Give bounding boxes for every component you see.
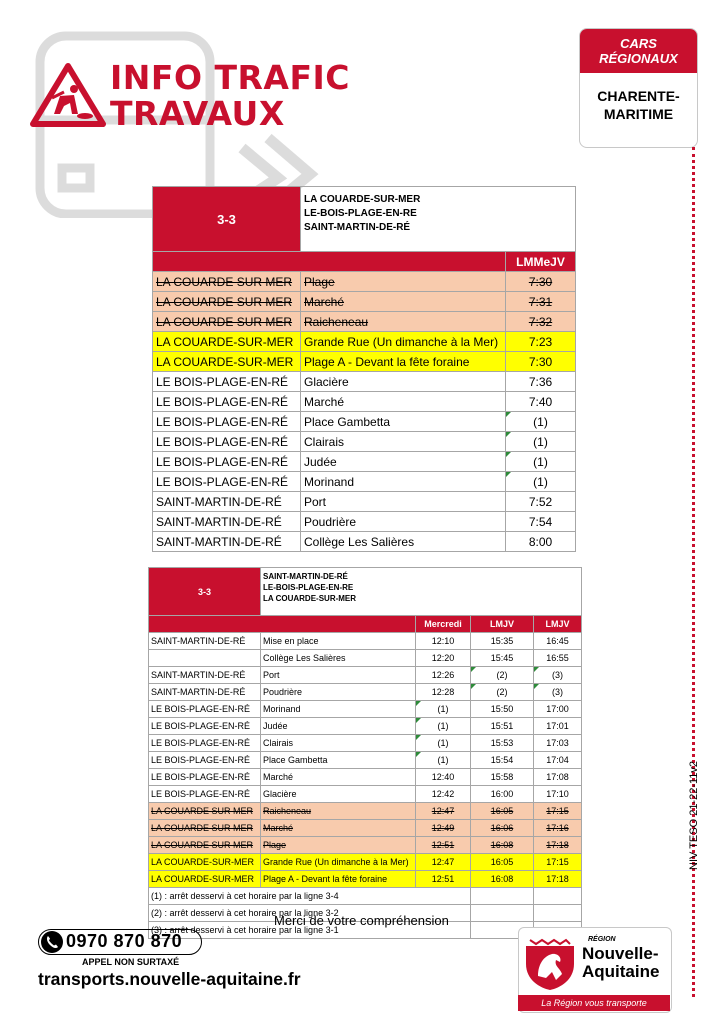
town-cell: LA COUARDE SUR MER bbox=[153, 312, 301, 332]
town-cell: LA COUARDE SUR MER bbox=[149, 837, 261, 854]
town-cell: LE BOIS-PLAGE-EN-RÉ bbox=[153, 372, 301, 392]
town-cell: SAINT-MARTIN-DE-RÉ bbox=[153, 512, 301, 532]
time-cell: (3) bbox=[534, 684, 582, 701]
time-cell: 15:51 bbox=[471, 718, 534, 735]
thanks-message: Merci de votre compréhension bbox=[274, 913, 449, 928]
town-cell: LE BOIS-PLAGE-EN-RÉ bbox=[153, 412, 301, 432]
title-info-trafic: INFO TRAFIC bbox=[110, 58, 350, 97]
time-cell: 16:55 bbox=[534, 650, 582, 667]
stop-cell: Place Gambetta bbox=[301, 412, 506, 432]
header-spacer bbox=[149, 616, 416, 633]
table-row bbox=[149, 718, 582, 735]
timetable-return bbox=[148, 567, 582, 939]
table-row bbox=[153, 272, 576, 292]
table-row bbox=[153, 492, 576, 512]
table-row bbox=[149, 684, 582, 701]
stop-cell: Marché bbox=[301, 292, 506, 312]
table-row bbox=[149, 837, 582, 854]
table-row bbox=[153, 452, 576, 472]
time-cell: 7:31 bbox=[506, 292, 576, 312]
stop-cell: Raicheneau bbox=[301, 312, 506, 332]
table-row bbox=[153, 312, 576, 332]
stop-cell: Mise en place bbox=[261, 633, 416, 650]
time-cell: 7:54 bbox=[506, 512, 576, 532]
table-row bbox=[153, 332, 576, 352]
table-row bbox=[149, 769, 582, 786]
table-row bbox=[153, 372, 576, 392]
time-cell: 15:58 bbox=[471, 769, 534, 786]
town-cell: LE BOIS-PLAGE-EN-RÉ bbox=[149, 786, 261, 803]
roadworks-warning-icon bbox=[30, 62, 106, 128]
stop-cell: Raicheneau bbox=[261, 803, 416, 820]
stop-cell: Port bbox=[301, 492, 506, 512]
time-cell: 17:18 bbox=[534, 871, 582, 888]
stop-cell: Morinand bbox=[301, 472, 506, 492]
time-cell: 16:00 bbox=[471, 786, 534, 803]
town-cell: SAINT-MARTIN-DE-RÉ bbox=[153, 492, 301, 512]
town-cell: SAINT-MARTIN-DE-RÉ bbox=[149, 667, 261, 684]
stop-cell: Morinand bbox=[261, 701, 416, 718]
title-travaux: TRAVAUX bbox=[110, 94, 285, 133]
region-name-line: Nouvelle- bbox=[582, 944, 659, 963]
footnote-row bbox=[149, 888, 582, 905]
stop-cell: Clairais bbox=[301, 432, 506, 452]
region-name bbox=[582, 945, 659, 981]
destination: LA COUARDE-SUR-MER bbox=[263, 594, 357, 603]
stop-cell: Plage A - Devant la fête foraine bbox=[261, 871, 416, 888]
line-number: 3-3 bbox=[149, 568, 261, 616]
empty-cell bbox=[471, 905, 534, 922]
destination: SAINT-MARTIN-DE-RÉ bbox=[263, 572, 348, 581]
stop-cell: Collège Les Salières bbox=[261, 650, 416, 667]
time-cell: (1) bbox=[416, 701, 471, 718]
time-cell: 8:00 bbox=[506, 532, 576, 552]
time-cell: 12:10 bbox=[416, 633, 471, 650]
time-cell: 7:30 bbox=[506, 272, 576, 292]
stop-cell: Place Gambetta bbox=[261, 752, 416, 769]
days-header: LMJV bbox=[471, 616, 534, 633]
time-cell: 12:42 bbox=[416, 786, 471, 803]
timetable-outbound bbox=[152, 186, 576, 552]
town-cell: LE BOIS-PLAGE-EN-RÉ bbox=[149, 769, 261, 786]
town-cell: LA COUARDE SUR MER bbox=[149, 803, 261, 820]
header-spacer bbox=[153, 252, 506, 272]
badge-network-name bbox=[580, 29, 697, 73]
stop-cell: Judée bbox=[301, 452, 506, 472]
time-cell: 16:06 bbox=[471, 820, 534, 837]
time-cell: 17:00 bbox=[534, 701, 582, 718]
town-cell: LE BOIS-PLAGE-EN-RÉ bbox=[153, 392, 301, 412]
town-cell: LE BOIS-PLAGE-EN-RÉ bbox=[149, 718, 261, 735]
region-lion-shield-icon bbox=[522, 932, 578, 992]
time-cell: (1) bbox=[506, 432, 576, 452]
footnote: (2) : arrêt desservi à cet horaire par la ligne 3-2 bbox=[149, 905, 471, 922]
town-cell: LE BOIS-PLAGE-EN-RÉ bbox=[153, 472, 301, 492]
time-cell: (1) bbox=[416, 752, 471, 769]
table-row bbox=[149, 820, 582, 837]
region-slogan: La Région vous transporte bbox=[518, 995, 670, 1011]
line-number: 3-3 bbox=[153, 187, 301, 252]
empty-cell bbox=[471, 888, 534, 905]
destination: LE-BOIS-PLAGE-EN-RE bbox=[263, 583, 354, 592]
time-cell: (1) bbox=[506, 472, 576, 492]
stop-cell: Poudrière bbox=[301, 512, 506, 532]
time-cell: 17:10 bbox=[534, 786, 582, 803]
stop-cell: Plage bbox=[261, 837, 416, 854]
time-cell: 12:47 bbox=[416, 803, 471, 820]
stop-cell: Grande Rue (Un dimanche à la Mer) bbox=[301, 332, 506, 352]
empty-cell bbox=[534, 888, 582, 905]
table-row bbox=[149, 667, 582, 684]
time-cell: 17:18 bbox=[534, 837, 582, 854]
table-row bbox=[153, 292, 576, 312]
stop-cell: Marché bbox=[301, 392, 506, 412]
time-cell: 12:20 bbox=[416, 650, 471, 667]
town-cell: LE BOIS-PLAGE-EN-RÉ bbox=[149, 752, 261, 769]
table-row bbox=[149, 735, 582, 752]
phone-number[interactable]: 0970 870 870 bbox=[66, 931, 183, 951]
time-cell: (1) bbox=[506, 452, 576, 472]
table-row bbox=[153, 532, 576, 552]
destination: LE-BOIS-PLAGE-EN-RE bbox=[304, 208, 417, 219]
destinations bbox=[301, 187, 576, 252]
table-row bbox=[149, 752, 582, 769]
time-cell: 16:05 bbox=[471, 803, 534, 820]
town-cell: LA COUARDE SUR MER bbox=[153, 292, 301, 312]
time-cell: 17:15 bbox=[534, 854, 582, 871]
table-row bbox=[149, 633, 582, 650]
town-cell: LA COUARDE-SUR-MER bbox=[153, 332, 301, 352]
stop-cell: Judée bbox=[261, 718, 416, 735]
time-cell: (1) bbox=[416, 718, 471, 735]
footnote: (3) : arrêt desservi à cet horaire par la ligne 3-1 bbox=[149, 922, 471, 939]
network-badge bbox=[579, 28, 698, 148]
table-row bbox=[153, 412, 576, 432]
badge-network-label: CARS RÉGIONAUX bbox=[599, 36, 678, 66]
stop-cell: Collège Les Salières bbox=[301, 532, 506, 552]
days-header: Mercredi bbox=[416, 616, 471, 633]
destination: LA COUARDE-SUR-MER bbox=[304, 194, 421, 205]
stop-cell: Clairais bbox=[261, 735, 416, 752]
region-name-line: Aquitaine bbox=[582, 962, 660, 981]
time-cell: 15:50 bbox=[471, 701, 534, 718]
time-cell: 16:08 bbox=[471, 871, 534, 888]
time-cell: 12:40 bbox=[416, 769, 471, 786]
time-cell: 17:04 bbox=[534, 752, 582, 769]
time-cell: 17:01 bbox=[534, 718, 582, 735]
time-cell: 12:49 bbox=[416, 820, 471, 837]
time-cell: 12:28 bbox=[416, 684, 471, 701]
stop-cell: Marché bbox=[261, 820, 416, 837]
document-reference: NIV TESO 21-22-11v2 bbox=[688, 760, 700, 870]
table-row bbox=[149, 701, 582, 718]
town-cell: LA COUARDE SUR MER bbox=[153, 272, 301, 292]
days-header: LMMeJV bbox=[506, 252, 576, 272]
time-cell: 12:51 bbox=[416, 871, 471, 888]
time-cell: 17:08 bbox=[534, 769, 582, 786]
table-row bbox=[153, 352, 576, 372]
days-header: LMJV bbox=[534, 616, 582, 633]
stop-cell: Port bbox=[261, 667, 416, 684]
time-cell: 7:30 bbox=[506, 352, 576, 372]
time-cell: (1) bbox=[416, 735, 471, 752]
phone-note: APPEL NON SURTAXÉ bbox=[82, 957, 180, 967]
badge-department-label: CHARENTE-MARITIME bbox=[597, 88, 680, 122]
town-cell: LA COUARDE-SUR-MER bbox=[153, 352, 301, 372]
table-row bbox=[149, 650, 582, 667]
time-cell: 15:45 bbox=[471, 650, 534, 667]
town-cell: SAINT-MARTIN-DE-RÉ bbox=[149, 684, 261, 701]
time-cell: (2) bbox=[471, 684, 534, 701]
time-cell: 16:08 bbox=[471, 837, 534, 854]
stop-cell: Poudrière bbox=[261, 684, 416, 701]
region-label: RÉGION bbox=[588, 936, 616, 943]
table-row bbox=[153, 512, 576, 532]
destination: SAINT-MARTIN-DE-RÉ bbox=[304, 222, 411, 233]
footnote: (1) : arrêt desservi à cet horaire par la ligne 3-4 bbox=[149, 888, 471, 905]
table-row bbox=[149, 871, 582, 888]
time-cell: 7:36 bbox=[506, 372, 576, 392]
time-cell: 17:03 bbox=[534, 735, 582, 752]
time-cell: (2) bbox=[471, 667, 534, 684]
stop-cell: Grande Rue (Un dimanche à la Mer) bbox=[261, 854, 416, 871]
time-cell: 15:35 bbox=[471, 633, 534, 650]
stop-cell: Glacière bbox=[301, 372, 506, 392]
table-row bbox=[153, 472, 576, 492]
time-cell: 12:51 bbox=[416, 837, 471, 854]
website-link[interactable]: transports.nouvelle-aquitaine.fr bbox=[38, 969, 301, 989]
table-row bbox=[149, 786, 582, 803]
stop-cell: Plage A - Devant la fête foraine bbox=[301, 352, 506, 372]
badge-department bbox=[580, 73, 697, 123]
time-cell: 7:40 bbox=[506, 392, 576, 412]
stop-cell: Plage bbox=[301, 272, 506, 292]
town-cell: SAINT-MARTIN-DE-RÉ bbox=[153, 532, 301, 552]
time-cell: 16:05 bbox=[471, 854, 534, 871]
time-cell: 16:45 bbox=[534, 633, 582, 650]
stop-cell: Marché bbox=[261, 769, 416, 786]
town-cell: SAINT-MARTIN-DE-RÉ bbox=[149, 633, 261, 650]
time-cell: 12:26 bbox=[416, 667, 471, 684]
town-cell: LE BOIS-PLAGE-EN-RÉ bbox=[149, 735, 261, 752]
time-cell: 12:47 bbox=[416, 854, 471, 871]
town-cell: LE BOIS-PLAGE-EN-RÉ bbox=[153, 432, 301, 452]
empty-cell bbox=[534, 905, 582, 922]
destinations bbox=[261, 568, 582, 616]
stop-cell: Glacière bbox=[261, 786, 416, 803]
phone-icon bbox=[40, 930, 64, 954]
time-cell: 7:23 bbox=[506, 332, 576, 352]
time-cell: 17:16 bbox=[534, 820, 582, 837]
time-cell: 17:15 bbox=[534, 803, 582, 820]
town-cell: LE BOIS-PLAGE-EN-RÉ bbox=[149, 701, 261, 718]
town-cell: LE BOIS-PLAGE-EN-RÉ bbox=[153, 452, 301, 472]
time-cell: (3) bbox=[534, 667, 582, 684]
table-row bbox=[153, 392, 576, 412]
town-cell bbox=[149, 650, 261, 667]
table-row bbox=[149, 854, 582, 871]
town-cell: LA COUARDE SUR MER bbox=[149, 820, 261, 837]
time-cell: 7:52 bbox=[506, 492, 576, 512]
time-cell: 15:54 bbox=[471, 752, 534, 769]
town-cell: LA COUARDE-SUR-MER bbox=[149, 854, 261, 871]
time-cell: 15:53 bbox=[471, 735, 534, 752]
time-cell: (1) bbox=[506, 412, 576, 432]
town-cell: LA COUARDE-SUR-MER bbox=[149, 871, 261, 888]
table-row bbox=[149, 803, 582, 820]
table-row bbox=[153, 432, 576, 452]
time-cell: 7:32 bbox=[506, 312, 576, 332]
